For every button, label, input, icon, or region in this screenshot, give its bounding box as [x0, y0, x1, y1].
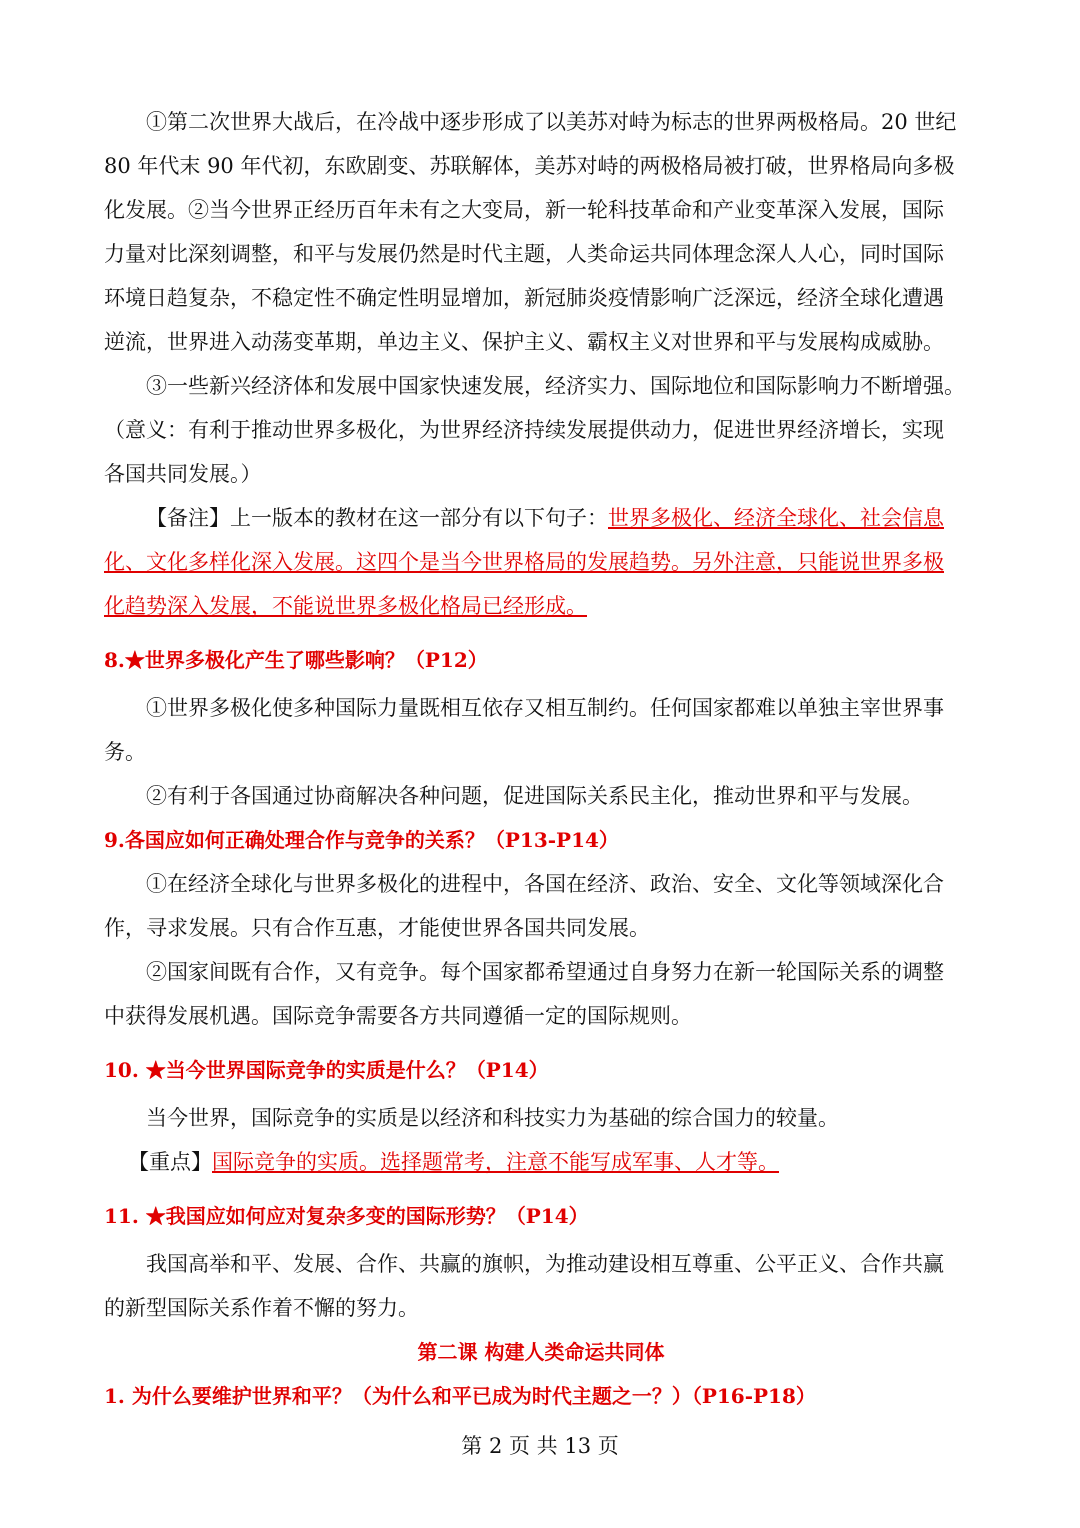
paragraph-line: ①第二次世界大战后，在冷战中逐步形成了以美苏对峙为标志的世界两极格局。20 世纪	[146, 110, 957, 134]
question-heading-8: 8.★世界多极化产生了哪些影响？（P12）	[104, 648, 488, 672]
question-heading-9: 9.各国应如何正确处理合作与竞争的关系？（P13-P14）	[104, 828, 619, 852]
note-highlight: 世界多极化、经济全球化、社会信息	[608, 506, 944, 530]
note-line	[104, 584, 978, 628]
paragraph-line: ②国家间既有合作，又有竞争。每个国家都希望通过自身努力在新一轮国际关系的调整	[146, 960, 944, 984]
paragraph-line: ①在经济全球化与世界多极化的进程中，各国在经济、政治、安全、文化等领域深化合	[146, 872, 944, 896]
paragraph-line: 80 年代末 90 年代初，东欧剧变、苏联解体，美苏对峙的两极格局被打破，世界格局向多极	[104, 154, 955, 178]
paragraph-line: ③一些新兴经济体和发展中国家快速发展，经济实力、国际地位和国际影响力不断增强。	[146, 374, 965, 398]
lesson-question-1: 1. 为什么要维护世界和平？（为什么和平已成为时代主题之一？）（P16-P18）	[104, 1384, 816, 1408]
key-point-line	[104, 1140, 978, 1184]
lesson-title: 第二课 构建人类命运共同体	[417, 1340, 665, 1364]
key-highlight: 国际竞争的实质。选择题常考，注意不能写成军事、人才等。	[212, 1150, 779, 1174]
question-heading-11: 11. ★我国应如何应对复杂多变的国际形势？（P14）	[104, 1204, 589, 1228]
key-prefix: 【重点】	[128, 1150, 212, 1174]
note-highlight: 化趋势深入发展，不能说世界多极化格局已经形成。	[104, 594, 587, 618]
paragraph-line: 逆流，世界进入动荡变革期，单边主义、保护主义、霸权主义对世界和平与发展构成威胁。	[104, 330, 944, 354]
paragraph-line: （意义：有利于推动世界多极化，为世界经济持续发展提供动力，促进世界经济增长，实现	[104, 418, 944, 442]
page-footer: 第 2 页 共 13 页	[461, 1434, 619, 1458]
paragraph-line: 环境日趋复杂，不稳定性不确定性明显增加，新冠肺炎疫情影响广泛深远，经济全球化遭遇	[104, 286, 944, 310]
paragraph-line: 我国高举和平、发展、合作、共赢的旗帜，为推动建设相互尊重、公平正义、合作共赢	[146, 1252, 944, 1276]
note-highlight: 化、文化多样化深入发展。这四个是当今世界格局的发展趋势。另外注意，只能说世界多极	[104, 550, 944, 574]
page-content	[104, 100, 978, 1418]
paragraph-line: 务。	[104, 740, 146, 764]
paragraph-line: 作，寻求发展。只有合作互惠，才能使世界各国共同发展。	[104, 916, 650, 940]
paragraph-line: 当今世界，国际竞争的实质是以经济和科技实力为基础的综合国力的较量。	[146, 1106, 839, 1130]
paragraph-line: 中获得发展机遇。国际竞争需要各方共同遵循一定的国际规则。	[104, 1004, 692, 1028]
paragraph-line: 化发展。②当今世界正经历百年未有之大变局，新一轮科技革命和产业变革深入发展，国际	[104, 198, 944, 222]
paragraph-line: ②有利于各国通过协商解决各种问题，促进国际关系民主化，推动世界和平与发展。	[146, 784, 923, 808]
question-heading-10: 10. ★当今世界国际竞争的实质是什么？（P14）	[104, 1058, 549, 1082]
paragraph-line: 各国共同发展。）	[104, 462, 262, 486]
paragraph-line: 力量对比深刻调整，和平与发展仍然是时代主题，人类命运共同体理念深人人心，同时国际	[104, 242, 944, 266]
paragraph-line: ①世界多极化使多种国际力量既相互依存又相互制约。任何国家都难以单独主宰世界事	[146, 696, 944, 720]
note-line	[104, 540, 978, 584]
note-line	[104, 496, 978, 540]
note-prefix: 【备注】上一版本的教材在这一部分有以下句子：	[146, 506, 608, 530]
paragraph-line: 的新型国际关系作着不懈的努力。	[104, 1296, 419, 1320]
